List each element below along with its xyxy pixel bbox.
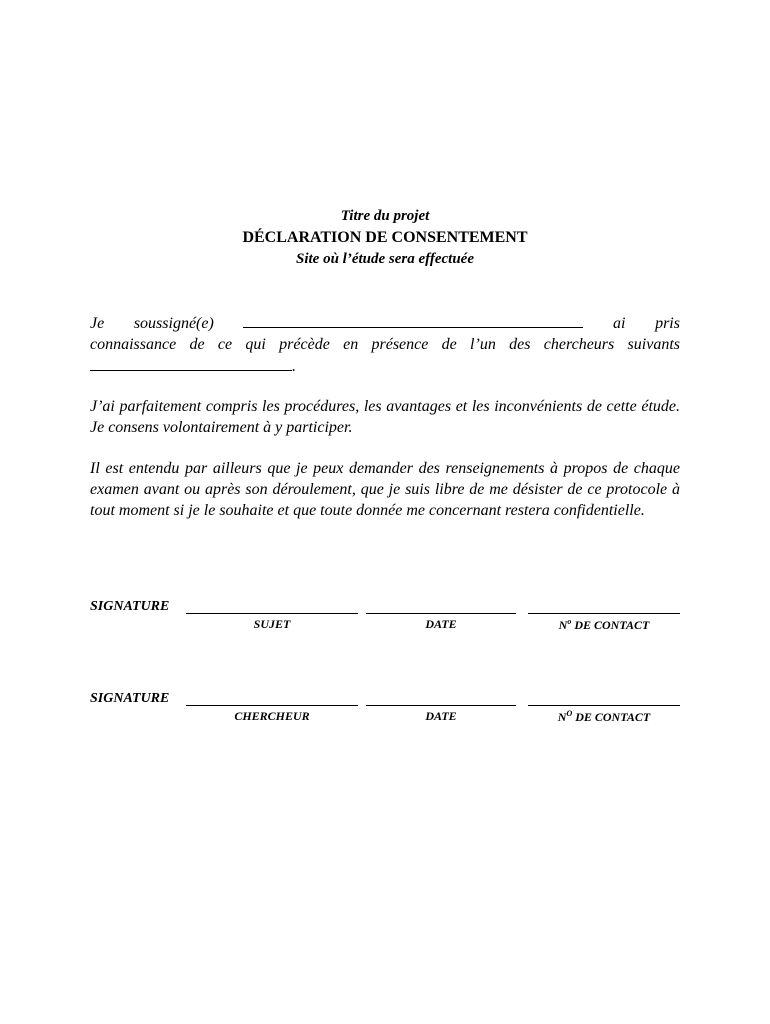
- researcher-signature-field[interactable]: [186, 705, 358, 706]
- subject-date-field[interactable]: [366, 613, 516, 614]
- undersigned-line: [90, 313, 680, 334]
- understanding-paragraph: J’ai parfaitement compris les procédures, les avantages et les inconvénients de cette étude. Je consens volontairement à y participer.: [90, 398, 680, 436]
- study-site: Site où l’étude sera effectuée: [295, 251, 474, 267]
- subject-contact-field[interactable]: [528, 613, 680, 614]
- subject-signature-field[interactable]: [186, 613, 358, 614]
- word-pris: pris: [655, 315, 680, 332]
- word-je: Je: [90, 315, 105, 332]
- confidentiality-paragraph: Il est entendu par ailleurs que je peux demander des renseignements à propos de chaque examen avant ou après son déroulement, que je suis libre de me désister de ce protocole à tout moment si je le souhaite et que toute donnée me concernant restera confidentielle.: [90, 460, 680, 519]
- contact-number-caption: $N^o$ DE CONTACT: [558, 617, 650, 632]
- contact-number-caption: $N^O$ DE CONTACT: [557, 709, 651, 724]
- period: .: [292, 358, 296, 375]
- word-soussigne: soussigné(e): [133, 315, 214, 332]
- declaration-title: DÉCLARATION DE CONSENTEMENT: [242, 229, 528, 246]
- signature-label: SIGNATURE: [90, 599, 170, 614]
- name-blank-field[interactable]: [243, 315, 583, 328]
- researcher-contact-field[interactable]: [528, 705, 680, 706]
- signature-label: SIGNATURE: [90, 691, 170, 706]
- researcher-blank-field[interactable]: [90, 358, 292, 371]
- researcher-caption: CHERCHEUR: [234, 709, 310, 723]
- date-caption: DATE: [425, 709, 457, 723]
- word-ai: ai: [613, 315, 626, 332]
- researcher-date-field[interactable]: [366, 705, 516, 706]
- subject-caption: SUJET: [253, 617, 291, 631]
- date-caption: DATE: [425, 617, 457, 631]
- project-title: Titre du projet: [340, 208, 430, 224]
- researchers-line: connaissance de ce qui précède en présence de l’un des chercheurs suivants: [90, 336, 680, 353]
- researcher-blank-line: [90, 356, 680, 377]
